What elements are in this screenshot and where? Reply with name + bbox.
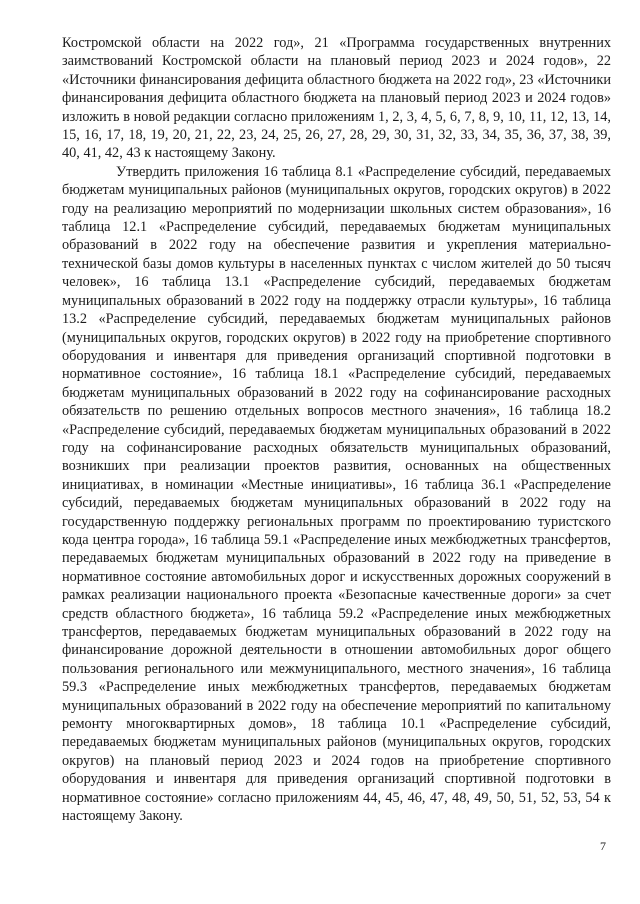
paragraph-continuation: Костромской области на 2022 год», 21 «Программа государственных внутренних заимствований Костромской области на плановый период 2023 и 2024 годов», 22 «Источники финансирования дефицита областного бюджета на 2022 год», 23 «Источники финансирования дефицита областного бюджета на плановый период 2023 и 2024 годов» изложить в новой редакции согласно приложениям 1, 2, 3, 4, 5, 6, 7, 8, 9, 10, 11, 12, 13, 14, 15, 16, 17, 18, 19, 20, 21, 22, 23, 24, 25, 26, 27, 28, 29, 30, 31, 32, 33, 34, 35, 36, 37, 38, 39, 40, 41, 42, 43 к настоящему Закону. [62, 35, 611, 162]
page-number: 7 [600, 839, 606, 853]
document-body [62, 34, 611, 825]
paragraph-approve-appendices: Утвердить приложения 16 таблица 8.1 «Распределение субсидий, передаваемых бюджетам муниципальных районов (муниципальных округов, городских округов) в 2022 году на реализацию мероприятий по модернизации школьных систем образования», 16 таблица 12.1 «Распределение субсидий, передаваемых бюджетам муниципальных образований в 2022 году на обеспечение развития и укрепления материально-технической базы домов культуры в населенных пунктах с числом жителей до 50 тысяч человек», 16 таблица 13.1 «Распределение субсидий, передаваемых бюджетам муниципальных образований в 2022 году на поддержку отрасли культуры», 16 таблица 13.2 «Распределение субсидий, передаваемых бюджетам муниципальных районов (муниципальных округов, городских округов) в 2022 году на приобретение спортивного оборудования и инвентаря для приведения организаций спортивной подготовки в нормативное состояние», 16 таблица 18.1 «Распределение субсидий, передаваемых бюджетам муниципальных образований в 2022 году на софинансирование расходных обязательств по решению отдельных вопросов местного значения», 16 таблица 18.2 «Распределение субсидий, передаваемых бюджетам муниципальных образований в 2022 году на софинансирование расходных обязательств муниципальных образований, возникших при реализации проектов развития, основанных на общественных инициативах, в номинации «Местные инициативы», 16 таблица 36.1 «Распределение субсидий, передаваемых бюджетам муниципальных образований в 2022 году на государственную поддержку региональных программ по проектированию туристского кода центра города», 16 таблица 59.1 «Распределение иных межбюджетных трансфертов, передаваемых бюджетам муниципальных образований в 2022 году на приведение в нормативное состояние автомобильных дорог и искусственных дорожных сооружений в рамках реализации национального проекта «Безопасные качественные дороги» за счет средств областного бюджета», 16 таблица 59.2 «Распределение иных межбюджетных трансфертов, передаваемых бюджетам муниципальных образований в 2022 году на финансирование дорожной деятельности в отношении автомобильных дорог общего пользования регионального или межмуниципального, местного значения», 16 таблица 59.3 «Распределение иных межбюджетных трансфертов, передаваемых бюджетам муниципальных образований в 2022 году на обеспечение мероприятий по капитальному ремонту многоквартирных домов», 18 таблица 10.1 «Распределение субсидий, передаваемых бюджетам муниципальных районов (муниципальных округов, городских округов) на плановый период 2023 и 2024 годов на приобретение спортивного оборудования и инвентаря для приведения организаций спортивной подготовки в нормативное состояние» согласно приложениям 44, 45, 46, 47, 48, 49, 50, 51, 52, 53, 54 к настоящему Закону. [62, 163, 611, 825]
